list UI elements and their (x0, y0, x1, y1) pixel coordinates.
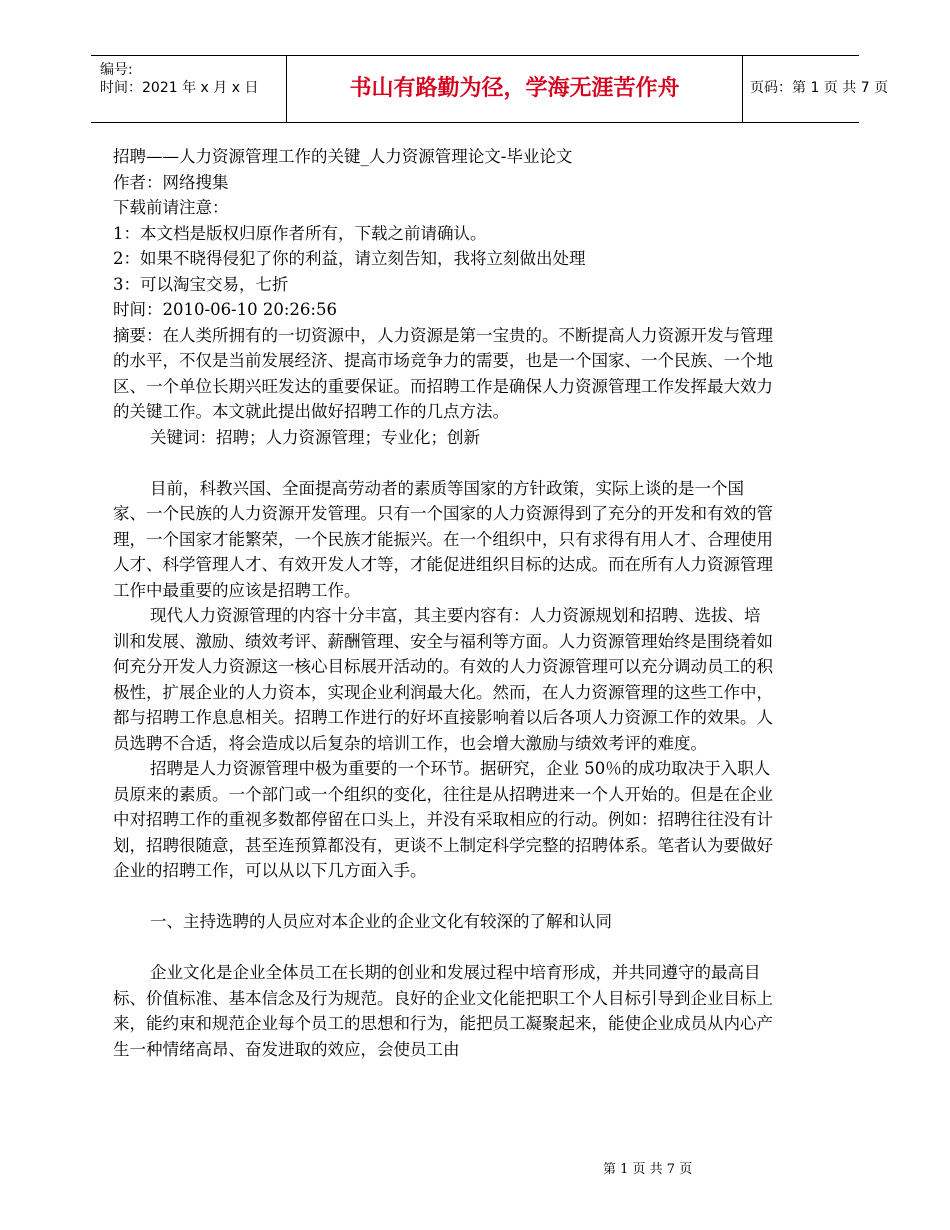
notice-heading: 下载前请注意： (113, 198, 229, 217)
page-footer: 第 1 页 共 7 页 (603, 1162, 693, 1177)
section-1-heading: 一、主持选聘的人员应对本企业的企业文化有较深的了解和认同 (150, 912, 612, 931)
header-left-cell (91, 56, 286, 122)
notice-item-1: 1：本文档是版权归原作者所有，下载之前请确认。 (113, 223, 487, 243)
notice-item-3: 3：可以淘宝交易，七折 (113, 274, 289, 294)
document-author: 作者：网络搜集 (113, 172, 229, 192)
abstract: 摘要：在人类所拥有的一切资源中，人力资源是第一宝贵的。不断提高人力资源开发与管理的水平，不仅是当前发展经济、提高市场竞争力的需要，也是一个国家、一个民族、一个地区、一个单位长期兴旺发达的重要保证。而招聘工作是确保人力资源管理工作发挥最大效力的关键工作。本文就此提出做好招聘工作的几点方法。 (113, 325, 773, 421)
header-motto: 书山有路勤为径，学海无涯苦作舟 (349, 76, 680, 101)
header-page-cell (741, 56, 889, 122)
paragraph-4: 企业文化是企业全体员工在长期的创业和发展过程中培育形成，并共同遵守的最高目标、价值标准、基本信念及行为规范。良好的企业文化能把职工个人目标引导到企业目标上来，能约束和规范企业每个员工的思想和行为，能把员工凝聚起来，能使企业成员从内心产生一种情绪高昂、奋发进取的效应，会使员工由 (113, 963, 773, 1059)
header-page-info: 页码：第 1 页 共 7 页 (750, 80, 889, 96)
paragraph-3: 招聘是人力资源管理中极为重要的一个环节。据研究，企业 50％的成功取决于入职人员原来的素质。一个部门或一个组织的变化，往往是从招聘进来一个人开始的。但是在企业中对招聘工作的重视多数都停留在口头上，并没有采取相应的行动。例如：招聘往往没有计划，招聘很随意，甚至连预算都没有，更谈不上制定科学完整的招聘体系。笔者认为要做好企业的招聘工作，可以从以下几方面入手。 (113, 759, 773, 880)
paragraph-2: 现代人力资源管理的内容十分丰富，其主要内容有：人力资源规划和招聘、选拔、培训和发展、激励、绩效考评、薪酬管理、安全与福利等方面。人力资源管理始终是围绕着如何充分开发人力资源这一核心目标展开活动的。有效的人力资源管理可以充分调动员工的积极性，扩展企业的人力资本，实现企业利润最大化。然而，在人力资源管理的这些工作中，都与招聘工作息息相关。招聘工作进行的好坏直接影响着以后各项人力资源工作的效果。人员选聘不合适，将会造成以后复杂的培训工作，也会增大激励与绩效考评的难度。 (113, 606, 773, 753)
document-body (113, 144, 773, 1062)
spacer (113, 450, 773, 476)
spacer (113, 884, 773, 910)
notice-item-2: 2：如果不晓得侵犯了你的利益，请立刻告知，我将立刻做出处理 (113, 249, 586, 268)
document-header (91, 55, 889, 123)
paragraph-1: 目前，科教兴国、全面提高劳动者的素质等国家的方针政策，实际上谈的是一个国家、一个民族的人力资源开发管理。只有一个国家的人力资源得到了充分的开发和有效的管理，一个国家才能繁荣，一个民族才能振兴。在一个组织中，只有求得有用人才、合理使用人才、科学管理人才、有效开发人才等，才能促进组织目标的达成。而在所有人力资源管理工作中最重要的应该是招聘工作。 (113, 478, 773, 600)
header-time-label: 时间：2021 年 x 月 x 日 (100, 80, 259, 96)
document-time: 时间：2010-06-10 20:26:56 (113, 300, 337, 319)
spacer (113, 935, 773, 961)
document-title: 招聘——人力资源管理工作的关键_人力资源管理论文-毕业论文 (113, 147, 573, 166)
keywords: 关键词：招聘；人力资源管理；专业化；创新 (150, 427, 480, 447)
doc-number-label: 编号: (100, 62, 133, 78)
header-motto-cell (286, 56, 743, 122)
